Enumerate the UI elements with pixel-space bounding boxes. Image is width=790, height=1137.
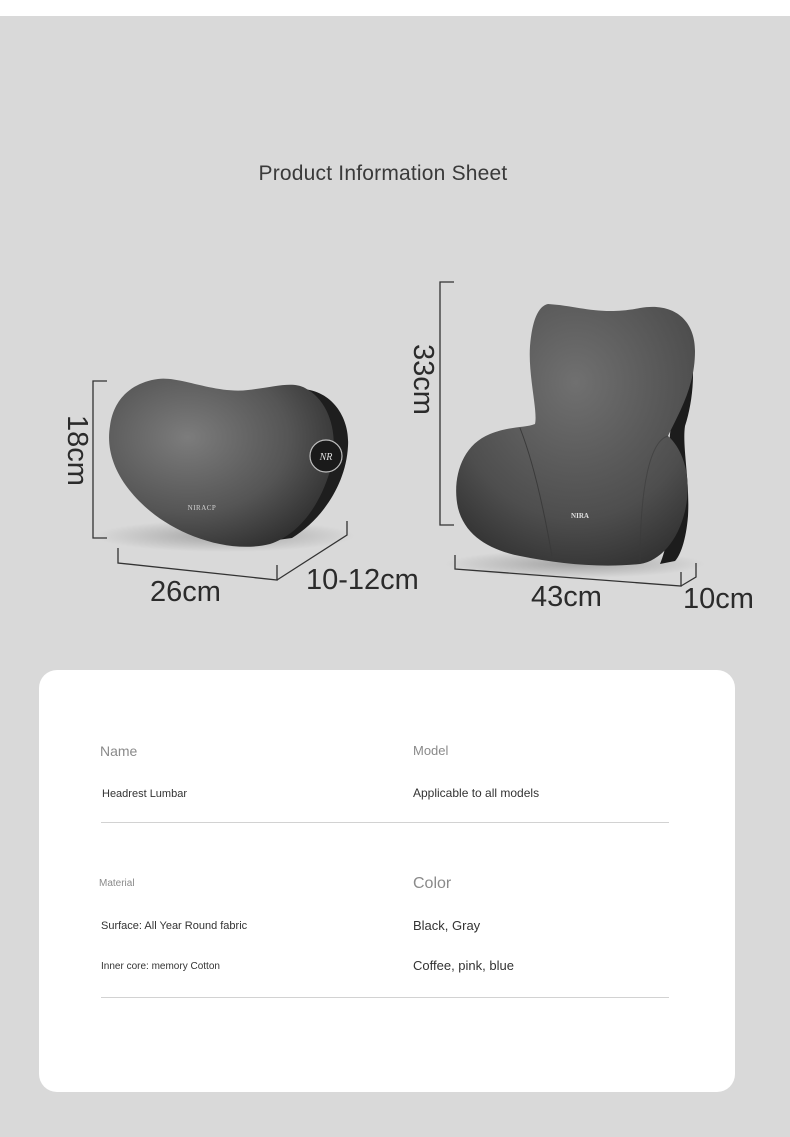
lumbar-width-label: 43cm [531,581,602,613]
model-label: Model [413,743,449,758]
page-title: Product Information Sheet [258,162,508,185]
material-surface-value: Surface: All Year Round fabric [101,920,248,932]
lumbar-cushion [445,304,705,578]
name-value: Headrest Lumbar [102,788,187,800]
headrest-brand-label: NIRACP [187,504,217,512]
color-label: Color [413,875,452,892]
headrest-width-label: 26cm [150,576,221,608]
headrest-pillow [95,379,355,552]
material-label: Material [99,878,135,889]
info-card [39,670,735,1092]
headrest-height-label: 18cm [60,415,93,486]
headrest-logo-text: NR [319,452,333,463]
name-label: Name [100,743,138,759]
color-value-primary: Black, Gray [413,918,481,933]
lumbar-depth-label: 10cm [683,583,754,615]
headrest-shape [109,379,334,547]
divider [101,822,669,823]
divider [101,997,669,998]
lumbar-height-label: 33cm [406,344,439,415]
lumbar-brand-label: NIRA [571,512,589,520]
material-core-value: Inner core: memory Cotton [101,961,220,972]
lumbar-shape [456,304,695,566]
model-value: Applicable to all models [413,786,540,800]
headrest-depth-label: 10-12cm [306,564,419,596]
color-value-secondary: Coffee, pink, blue [413,958,514,973]
product-info-page [0,16,790,1137]
